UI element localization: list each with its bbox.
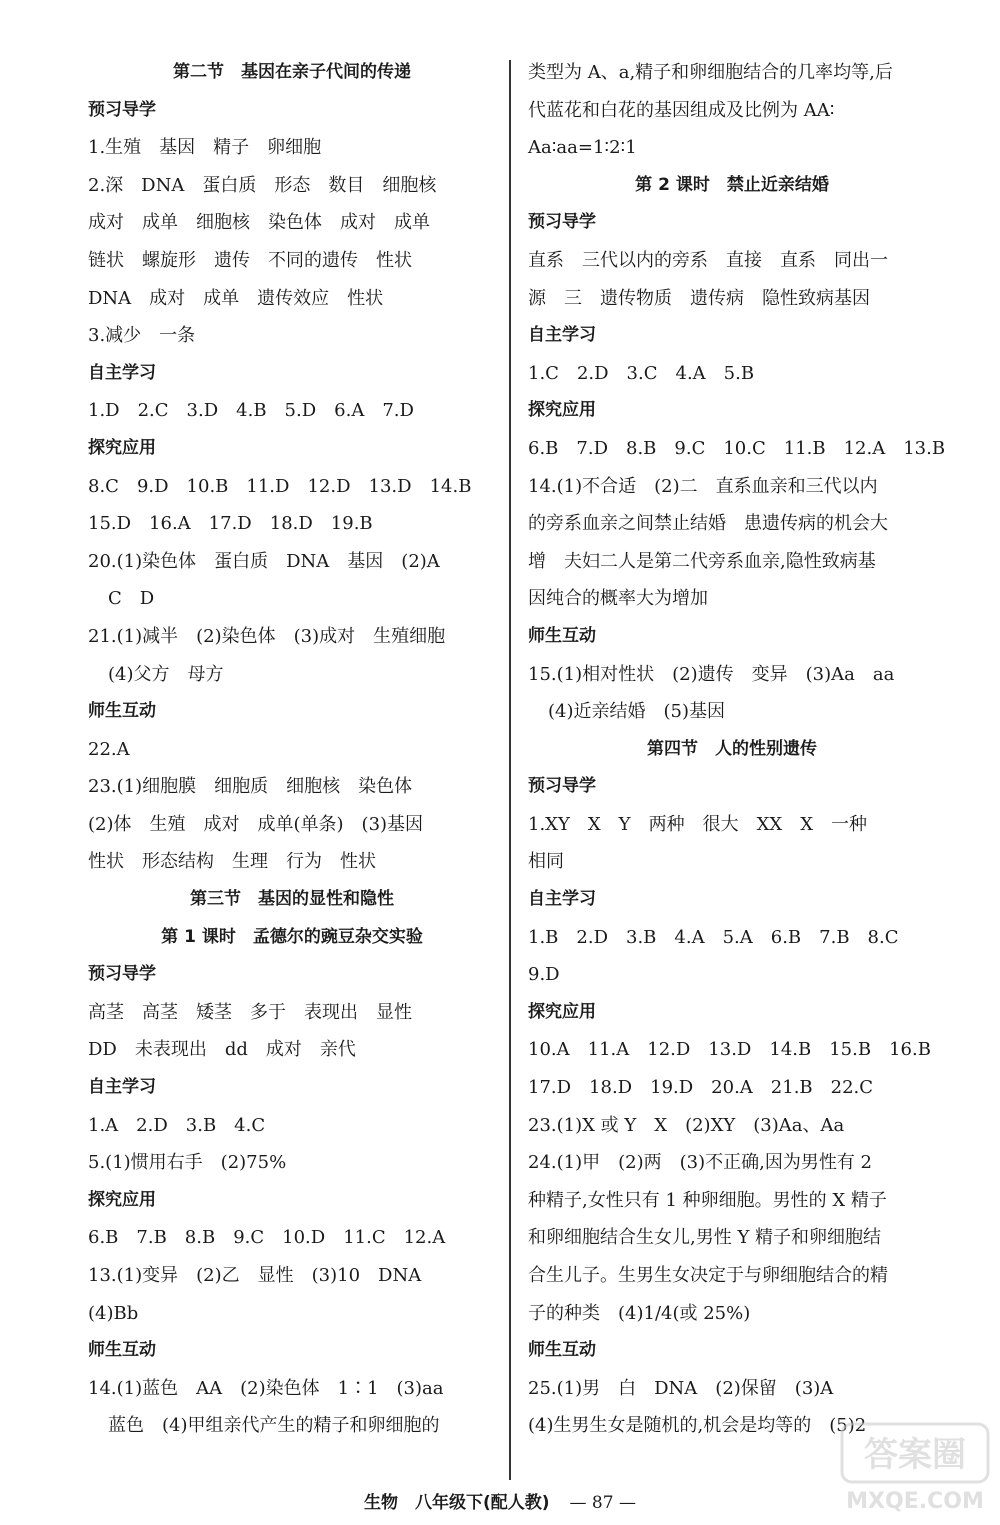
- right-column: [528, 54, 946, 1445]
- page-number: — 87 —: [569, 1493, 636, 1513]
- answer-line: 23.(1)细胞膜 细胞质 细胞核 染色体: [88, 776, 413, 798]
- answer-line: 1.D 2.C 3.D 4.B 5.D 6.A 7.D: [88, 400, 414, 422]
- answer-line: 9.D: [528, 964, 560, 986]
- section-title: 第四节 人的性别遗传: [647, 738, 817, 759]
- answer-line: 1.A 2.D 3.B 4.C: [88, 1114, 266, 1136]
- answer-line: 合生儿子。生男生女决定于与卵细胞结合的精: [528, 1265, 888, 1286]
- answer-line: 15.D 16.A 17.D 18.D 19.B: [88, 513, 373, 535]
- answer-line: 8.C 9.D 10.B 11.D 12.D 13.D 14.B: [88, 475, 472, 497]
- subsection-heading: 预习导学: [528, 776, 596, 797]
- answer-line: 13.(1)变异 (2)乙 显性 (3)10 DNA: [88, 1265, 422, 1286]
- answer-line: 5.(1)惯用右手 (2)75%: [88, 1152, 287, 1174]
- subsection-heading: 预习导学: [88, 964, 156, 985]
- subsection-heading: 自主学习: [528, 889, 596, 910]
- answer-line: 10.A 11.A 12.D 13.D 14.B 15.B 16.B: [528, 1039, 931, 1061]
- answer-line: 相同: [528, 851, 564, 873]
- subsection-heading: 师生互动: [528, 1340, 596, 1361]
- answer-line: 高茎 高茎 矮茎 多于 表现出 显性: [88, 1001, 412, 1023]
- answer-line: 23.(1)X 或 Y X (2)XY (3)Aa、Aa: [528, 1114, 845, 1136]
- answer-line: 3.减少 一条: [88, 325, 196, 347]
- answer-line: (2)体 生殖 成对 成单(单条) (3)基因: [88, 813, 424, 835]
- answer-line: (4)父方 母方: [108, 663, 224, 685]
- section-title: 第 1 课时 孟德尔的豌豆杂交实验: [161, 926, 423, 947]
- answer-line: 成对 成单 细胞核 染色体 成对 成单: [88, 212, 430, 234]
- answer-line: 直系 三代以内的旁系 直接 直系 同出一: [528, 249, 888, 271]
- answer-line: DD 未表现出 dd 成对 亲代: [88, 1039, 356, 1061]
- answer-line: 因纯合的概率大为增加: [528, 588, 708, 610]
- answer-line: 2.深 DNA 蛋白质 形态 数目 细胞核: [88, 174, 437, 196]
- section-title: 第二节 基因在亲子代间的传递: [173, 62, 411, 82]
- answer-line: 类型为 A、a,精子和卵细胞结合的几率均等,后: [528, 62, 893, 83]
- subsection-heading: 探究应用: [88, 437, 156, 458]
- answer-line: 代蓝花和白花的基因组成及比例为 AA∶: [528, 99, 835, 121]
- answer-line: 25.(1)男 白 DNA (2)保留 (3)A: [528, 1377, 834, 1399]
- answer-line: C D: [108, 588, 155, 610]
- answer-line: 增 夫妇二人是第二代旁系血亲,隐性致病基: [528, 550, 876, 572]
- subsection-heading: 探究应用: [528, 400, 596, 421]
- subsection-heading: 预习导学: [528, 212, 596, 233]
- answer-line: 20.(1)染色体 蛋白质 DNA 基因 (2)A: [88, 550, 440, 572]
- answer-line: 14.(1)不合适 (2)二 直系血亲和三代以内: [528, 475, 878, 497]
- subsection-heading: 预习导学: [88, 99, 156, 120]
- answer-line: 子的种类 (4)1/4(或 25%): [528, 1302, 751, 1324]
- answer-line: (4)生男生女是随机的,机会是均等的 (5)2: [528, 1415, 867, 1437]
- watermark-text: 答案圈: [864, 1435, 966, 1475]
- subsection-heading: 探究应用: [88, 1189, 156, 1210]
- answer-line: 和卵细胞结合生女儿,男性 Y 精子和卵细胞结: [528, 1227, 882, 1249]
- answer-line: DNA 成对 成单 遗传效应 性状: [88, 287, 384, 309]
- footer-label: 生物 八年级下(配人教): [364, 1493, 550, 1513]
- answer-line: 24.(1)甲 (2)两 (3)不正确,因为男性有 2: [528, 1152, 873, 1174]
- answer-line: 1.C 2.D 3.C 4.A 5.B: [528, 362, 755, 384]
- subsection-heading: 自主学习: [88, 1077, 156, 1098]
- subsection-heading: 师生互动: [528, 625, 596, 646]
- left-column: [88, 54, 496, 1445]
- answer-line: 种精子,女性只有 1 种卵细胞。男性的 X 精子: [528, 1189, 887, 1211]
- answer-line: 性状 形态结构 生理 行为 性状: [88, 851, 376, 873]
- answer-line: 的旁系血亲之间禁止结婚 患遗传病的机会大: [528, 513, 888, 535]
- answer-line: 链状 螺旋形 遗传 不同的遗传 性状: [88, 249, 412, 271]
- section-title: 第三节 基因的显性和隐性: [190, 889, 394, 910]
- column-divider: [509, 60, 511, 1480]
- subsection-heading: 探究应用: [528, 1001, 596, 1022]
- answer-line: 22.A: [88, 738, 130, 760]
- subsection-heading: 师生互动: [88, 701, 156, 722]
- answer-line: (4)近亲结婚 (5)基因: [548, 701, 725, 723]
- answer-line: (4)Bb: [88, 1302, 139, 1324]
- section-title: 第 2 课时 禁止近亲结婚: [635, 174, 829, 195]
- answer-line: 6.B 7.B 8.B 9.C 10.D 11.C 12.A: [88, 1227, 446, 1249]
- subsection-heading: 师生互动: [88, 1340, 156, 1361]
- answer-line: Aa∶aa=1∶2∶1: [528, 137, 637, 159]
- answer-line: 21.(1)减半 (2)染色体 (3)成对 生殖细胞: [88, 625, 446, 647]
- answer-line: 1.B 2.D 3.B 4.A 5.A 6.B 7.B 8.C: [528, 926, 899, 948]
- subsection-heading: 自主学习: [88, 362, 156, 383]
- answer-line: 蓝色 (4)甲组亲代产生的精子和卵细胞的: [108, 1415, 440, 1437]
- watermark-logo: [840, 1422, 990, 1517]
- answer-line: 15.(1)相对性状 (2)遗传 变异 (3)Aa aa: [528, 663, 895, 685]
- watermark-url: MXQE.COM: [846, 1489, 984, 1514]
- answer-line: 6.B 7.D 8.B 9.C 10.C 11.B 12.A 13.B: [528, 437, 946, 459]
- answer-line: 源 三 遗传物质 遗传病 隐性致病基因: [528, 287, 870, 309]
- answer-line: 1.生殖 基因 精子 卵细胞: [88, 137, 322, 159]
- subsection-heading: 自主学习: [528, 325, 596, 346]
- answer-line: 1.XY X Y 两种 很大 XX X 一种: [528, 813, 868, 835]
- answer-line: 17.D 18.D 19.D 20.A 21.B 22.C: [528, 1077, 874, 1099]
- answer-line: 14.(1)蓝色 AA (2)染色体 1∶1 (3)aa: [88, 1377, 444, 1399]
